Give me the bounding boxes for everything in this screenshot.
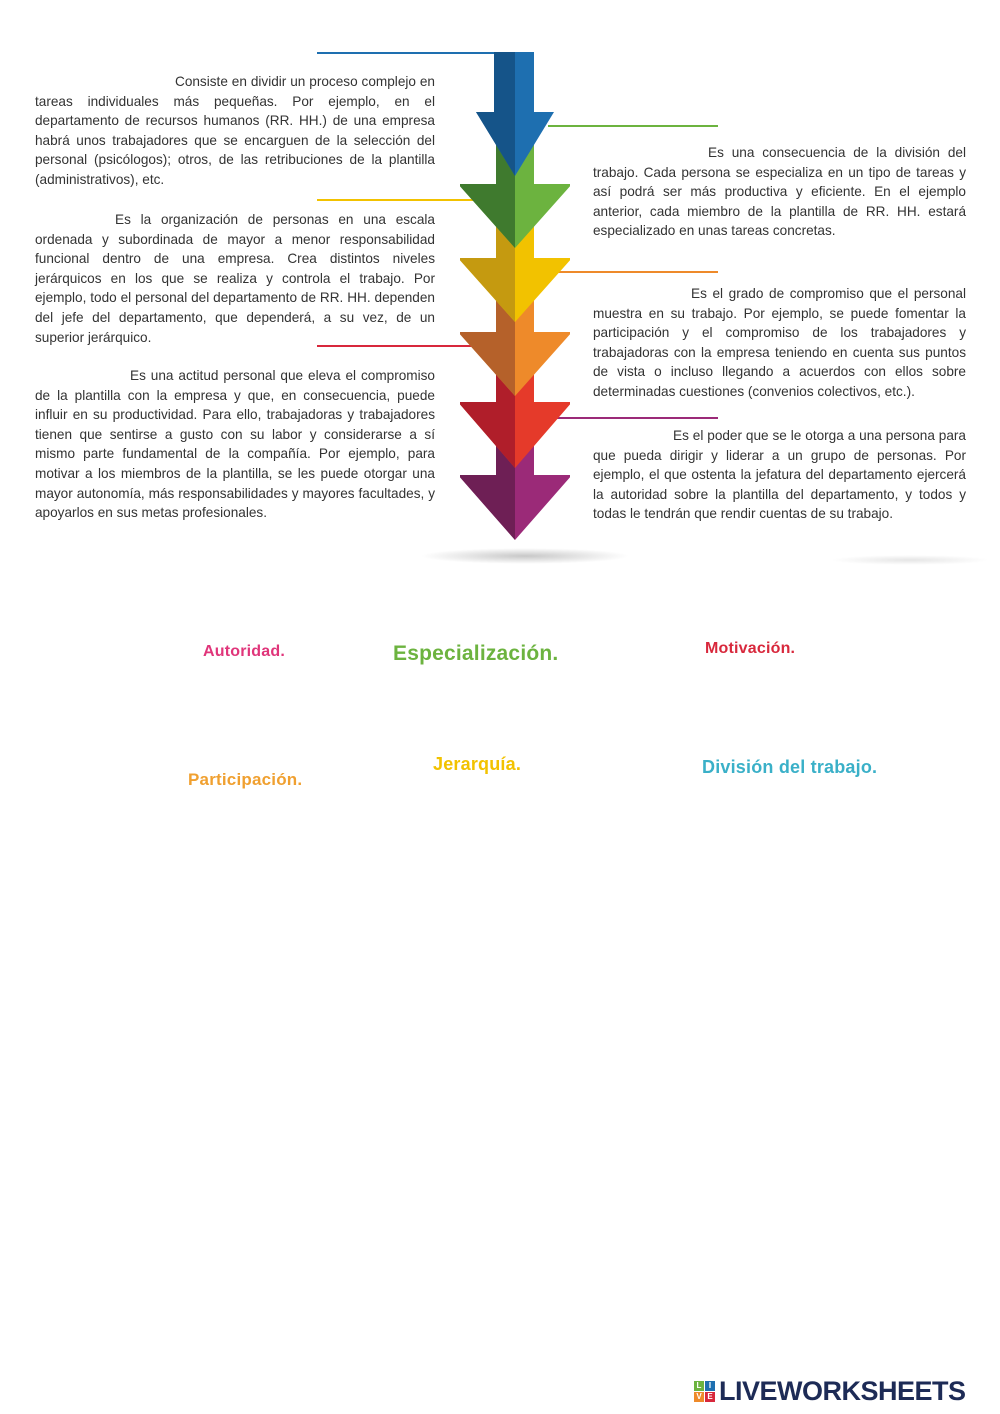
- brand-name: LIVEWORKSHEETS: [719, 1375, 966, 1406]
- word-motivacion[interactable]: Motivación.: [705, 640, 796, 657]
- paragraph-participacion: Es el grado de compromiso que el personal muestra en su trabajo. Por ejemplo, se puede fomentar la participación y el compromiso de los trabajadores y trabajadoras con la empresa teniendo en cuenta sus puntos de vista o incluso llegando a acuerdos con ellos sobre determinadas cuestiones (convenios colectivos, etc.).: [593, 286, 966, 399]
- word-division-del-trabajo[interactable]: División del trabajo.: [702, 757, 878, 777]
- logo-letter-v: V: [694, 1392, 704, 1402]
- logo-letter-l: L: [694, 1381, 704, 1391]
- paragraph-division-del-trabajo: Consiste en dividir un proceso complejo en tareas individuales más pequeñas. Por ejemplo, en el departamento de recursos humanos (RR. HH.) de una empresa habrá unos trabajadores que se encarguen de la selección del personal (psicólogos); otros, de las retribuciones de la plantilla (administrativos), etc.: [35, 74, 435, 187]
- arrow-blue: [476, 52, 554, 176]
- logo-letter-i: I: [705, 1381, 715, 1391]
- word-especializacion[interactable]: Especialización.: [393, 642, 559, 665]
- paper-shadow: [830, 555, 990, 565]
- connector-line-purple: [548, 417, 718, 419]
- liveworksheets-logo: [694, 1376, 966, 1406]
- paragraph-autoridad: Es el poder que se le otorga a una persona para que pueda dirigir y liderar a un grupo de personas. Por ejemplo, el que ostenta la jefatura del departamento ejercerá la autoridad sobre la plantilla del departamento, y todos y todas le tendrán que rendir cuentas de su trabajo.: [593, 428, 966, 522]
- stacked-arrows-graphic: [460, 50, 570, 545]
- word-autoridad[interactable]: Autoridad.: [203, 643, 285, 660]
- word-jerarquia[interactable]: Jerarquía.: [433, 754, 522, 774]
- logo-letter-e: E: [705, 1392, 715, 1402]
- live-logo-mark: [694, 1381, 715, 1402]
- word-participacion[interactable]: Participación.: [188, 770, 303, 789]
- paragraph-especializacion: Es una consecuencia de la división del trabajo. Cada persona se especializa en un tipo de tareas y así podrá ser más productiva y eficiente. En el ejemplo anterior, cada miembro de la plantilla de RR. HH. estará especializado en unas tareas concretas.: [593, 145, 966, 239]
- connector-line-green: [548, 125, 718, 127]
- paragraph-motivacion: Es una actitud personal que eleva el compromiso de la plantilla con la empresa y que, en consecuencia, puede influir en su productividad. Para ello, trabajadoras y trabajadores tienen que sentirse a gusto con su labor y considerarse a sí mismo parte fundamental de la compañía. Por ejemplo, para motivar a los miembros de la plantilla, se les puede otorgar una mayor autonomía, más responsabilidades y mayores facultades, y apoyarlos en sus metas profesionales.: [35, 368, 435, 521]
- connector-line-orange: [548, 271, 718, 273]
- arrow-shadow: [420, 548, 630, 564]
- paragraph-jerarquia: Es la organización de personas en una escala ordenada y subordinada de mayor a menor responsabilidad funcional dentro de una empresa. Crea distintos niveles jerárquicos en los que se realiza y controla el trabajo. Por ejemplo, todo el personal del departamento de RR. HH. dependen del jefe del departamento, que dependerá, a su vez, de un superior jerárquico.: [35, 212, 435, 345]
